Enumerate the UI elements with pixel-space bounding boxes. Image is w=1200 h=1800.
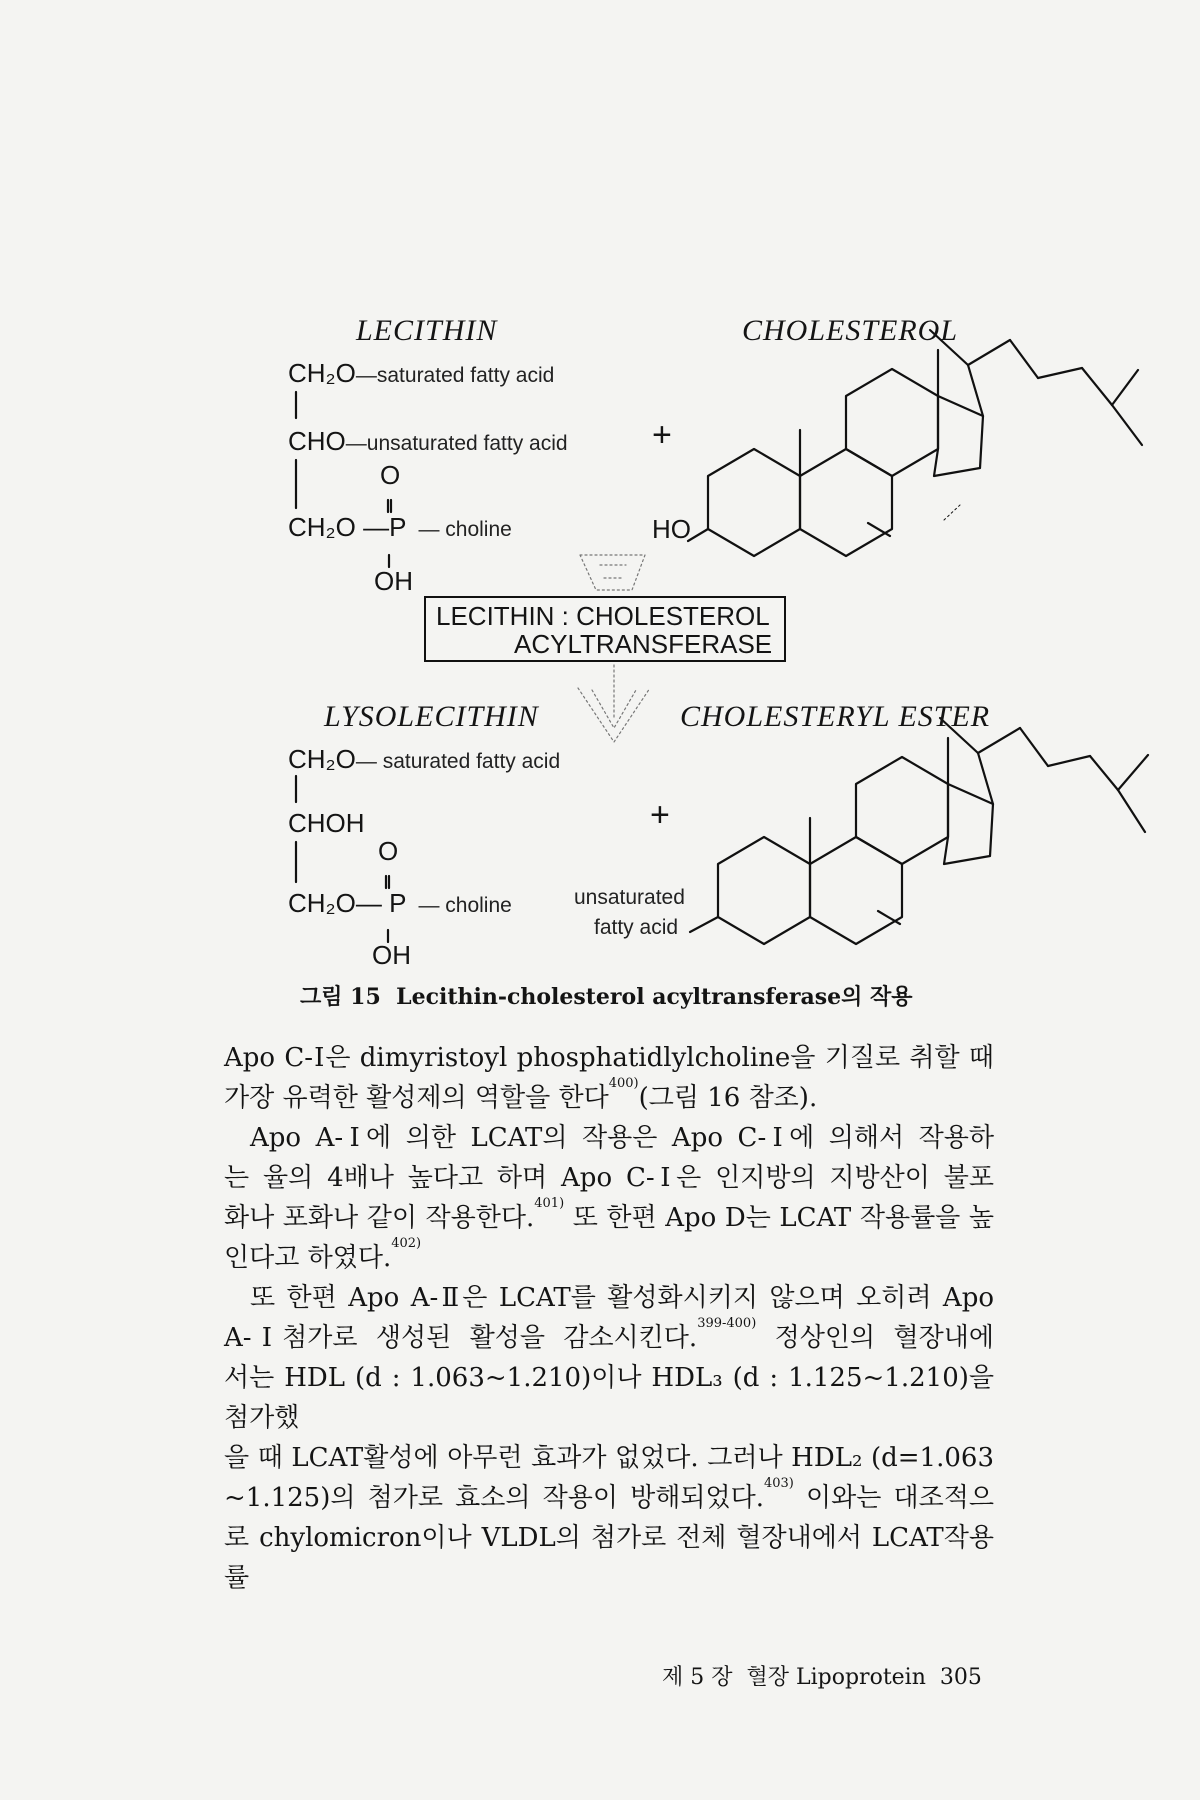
text-line-content: 을 때 LCAT활성에 아무런 효과가 없었다. 그러나 HDL₂ (d=1.063 (224, 1443, 994, 1473)
lecithin-oxygen: O (380, 460, 401, 490)
cholesterol-ho: HO (652, 514, 691, 544)
figure-caption (300, 980, 913, 1011)
text-line-content: 이와는 대조적으 (793, 1483, 994, 1513)
lysolecithin-group-1: CH₂O (288, 744, 356, 774)
text-line (224, 1318, 994, 1358)
citation: 401) (534, 1196, 565, 1211)
text-line-content: A-Ⅰ첨가로 생성된 활성을 감소시킨다. (224, 1323, 698, 1353)
page-footer (662, 1660, 982, 1691)
enzyme-line-2: ACYLTRANSFERASE (514, 629, 773, 659)
caption-text: Lecithin-cholesterol acyltransferase의 작용 (396, 984, 913, 1010)
lecithin-sub-2: —unsaturated fatty acid (345, 432, 568, 455)
cholesteryl-ester-title: CHOLESTERYL ESTER (680, 700, 991, 733)
lysolecithin-title: LYSOLECITHIN (324, 700, 539, 733)
footer-chapter: 제 5 장 (662, 1665, 733, 1690)
lysolecithin-row-1 (288, 744, 560, 775)
enzyme-line-1: LECITHIN : CHOLESTEROL (436, 601, 770, 631)
text-line (224, 1078, 994, 1118)
cholesterol-title: CHOLESTEROL (742, 314, 959, 347)
lecithin-sub-1: —saturated fatty acid (355, 364, 555, 387)
plus-sign-bottom: + (650, 796, 670, 834)
plus-sign-top: + (652, 416, 672, 454)
lecithin-sub-3: — choline (418, 518, 512, 541)
text-line (224, 1238, 994, 1278)
lecithin-oh: OH (374, 566, 413, 596)
text-line-content: 정상인의 혈장내에 (756, 1323, 995, 1353)
text-line-content: 또 한편 Apo D는 LCAT 작용률을 높 (564, 1203, 994, 1233)
body-text (224, 1038, 994, 1598)
lysolecithin-row-3 (288, 888, 512, 919)
lecithin-group-2: CHO (288, 426, 346, 456)
cholesterol-structure (688, 330, 1142, 556)
lecithin-title: LECITHIN (356, 314, 498, 347)
lysolecithin-sub-3: — choline (418, 894, 512, 917)
lysolecithin-row-2 (288, 808, 365, 839)
text-line (224, 1518, 994, 1598)
text-line (224, 1158, 994, 1198)
lysolecithin-group-2: CHOH (288, 808, 365, 838)
citation: 402) (391, 1236, 422, 1251)
footer-title: 혈장 Lipoprotein (746, 1665, 926, 1690)
cholesteryl-ester-structure (690, 718, 1148, 944)
lecithin-group-3: CH₂O —P (288, 512, 407, 542)
caption-label: 그림 15 (300, 984, 381, 1010)
citation: 399-400) (697, 1316, 757, 1331)
lysolecithin-group-3: CH₂O— P (288, 888, 407, 918)
text-line (224, 1438, 994, 1478)
text-line-content: 또 한편 Apo A-Ⅱ은 LCAT를 활성화시키지 않으며 오히려 Apo (250, 1283, 994, 1313)
lysolecithin-oxygen: O (378, 836, 399, 866)
text-line (224, 1038, 994, 1078)
text-line-content: 는 율의 4배나 높다고 하며 Apo C-Ⅰ은 인지방의 지방산이 불포 (224, 1163, 994, 1193)
text-line (224, 1278, 994, 1318)
text-line-content: 서는 HDL (d : 1.063~1.210)이나 HDL₃ (d : 1.125~1.210)을 첨가했 (224, 1363, 994, 1433)
ester-substituent-2: fatty acid (594, 916, 679, 939)
citation: 403) (763, 1476, 794, 1491)
text-line (224, 1118, 994, 1158)
enzyme-box (424, 596, 786, 662)
text-line-content: (그림 16 참조). (638, 1083, 818, 1113)
text-line-content: Apo A-Ⅰ에 의한 LCAT의 작용은 Apo C-Ⅰ에 의해서 작용하 (250, 1123, 994, 1153)
text-line-content: Apo C-Ⅰ은 dimyristoyl phosphatidlylcholine을 기질로 취할 때 (224, 1043, 994, 1073)
lecithin-row-3 (288, 512, 512, 543)
page-number: 305 (939, 1665, 982, 1690)
text-line-content: 로 chylomicron이나 VLDL의 첨가로 전체 혈장내에서 LCAT작용률 (224, 1523, 994, 1593)
text-line-content: 인다고 하였다. (224, 1243, 392, 1273)
lysolecithin-oh: OH (372, 940, 411, 970)
citation: 400) (608, 1076, 639, 1091)
text-line (224, 1478, 994, 1518)
text-line-content: 가장 유력한 활성제의 역할을 한다 (224, 1083, 609, 1113)
ester-substituent-1: unsaturated (574, 886, 685, 909)
lecithin-row-1 (288, 358, 554, 389)
lysolecithin-sub-1: — saturated fatty acid (355, 750, 561, 773)
text-line (224, 1358, 994, 1438)
text-line (224, 1198, 994, 1238)
text-line-content: 화나 포화나 같이 작용한다. (224, 1203, 535, 1233)
text-line-content: ~1.125)의 첨가로 효소의 작용이 방해되었다. (224, 1483, 764, 1513)
lecithin-group-1: CH₂O (288, 358, 356, 388)
lecithin-row-2 (288, 426, 568, 457)
